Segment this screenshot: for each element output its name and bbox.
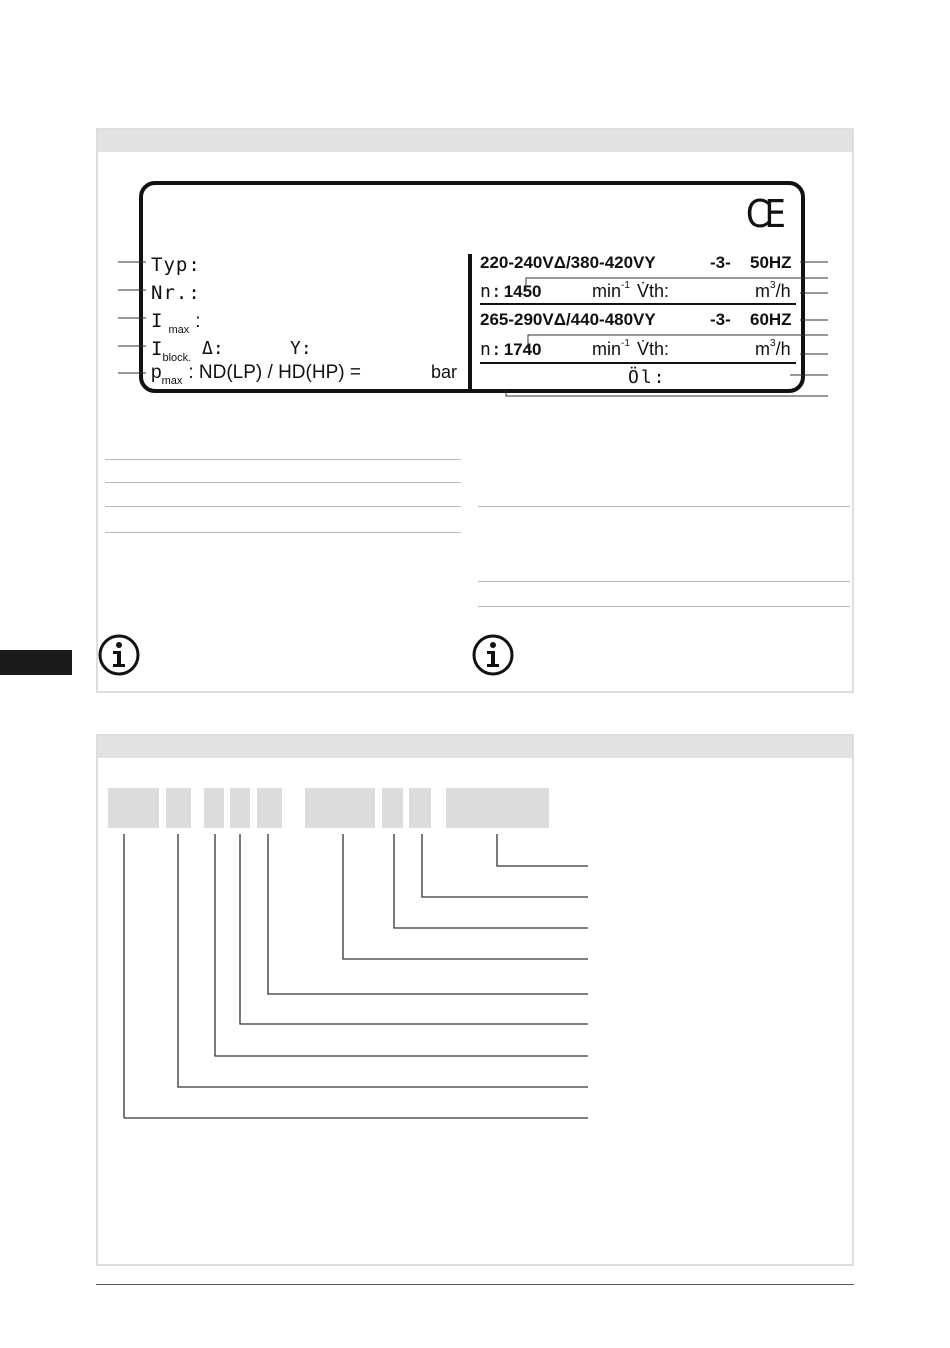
speed-50hz: 1450 xyxy=(503,282,542,301)
per-h-60hz: /h xyxy=(775,339,791,359)
freq-60hz: 60HZ xyxy=(750,310,792,329)
m3-sup-60hz: 3 xyxy=(770,338,776,349)
per-h-50hz: /h xyxy=(775,281,791,301)
voltage-row-60hz: 265-290VΔ/440-480VY xyxy=(480,310,656,329)
delta-label: Δ: xyxy=(202,338,224,359)
pmax-rest: : ND(LP) / HD(HP) = xyxy=(188,362,361,383)
pmax-letter: p xyxy=(151,362,162,383)
typ-label: Typ: xyxy=(151,254,201,276)
speed-60hz: 1740 xyxy=(503,340,542,359)
voltage-row-50hz: 220-240VΔ/380-420VY xyxy=(480,253,656,272)
min-text-60hz: min xyxy=(592,339,622,359)
y-label: Y: xyxy=(290,338,312,359)
ce-mark: CE xyxy=(745,192,781,236)
freq-50hz: 50HZ xyxy=(750,253,792,272)
min-sup-50hz: -1 xyxy=(621,280,630,291)
imax-sub: max xyxy=(168,324,190,336)
oil-label: Öl: xyxy=(628,367,667,388)
min-sup-60hz: -1 xyxy=(621,338,630,349)
pmax-sub: max xyxy=(161,375,183,387)
vth-label-60hz: V̇th: xyxy=(637,339,670,359)
n-label-50hz: n: xyxy=(480,281,502,302)
n-label-60hz: n: xyxy=(480,339,502,360)
m3-text-50hz: m xyxy=(755,281,770,301)
footer-rule xyxy=(96,1284,854,1285)
iblock-letter: I xyxy=(151,338,163,360)
iblock-sub: block. xyxy=(162,352,192,364)
nr-label: Nr.: xyxy=(151,282,201,304)
vth-label-50hz: V̇th: xyxy=(637,281,670,301)
imax-colon: : xyxy=(195,311,201,332)
phase-50hz: -3- xyxy=(710,253,731,272)
imax-letter: I xyxy=(151,310,163,332)
bar-unit: bar xyxy=(431,362,458,382)
min-text-50hz: min xyxy=(592,281,622,301)
m3-text-60hz: m xyxy=(755,339,770,359)
m3-sup-50hz: 3 xyxy=(770,280,776,291)
phase-60hz: -3- xyxy=(710,310,731,329)
